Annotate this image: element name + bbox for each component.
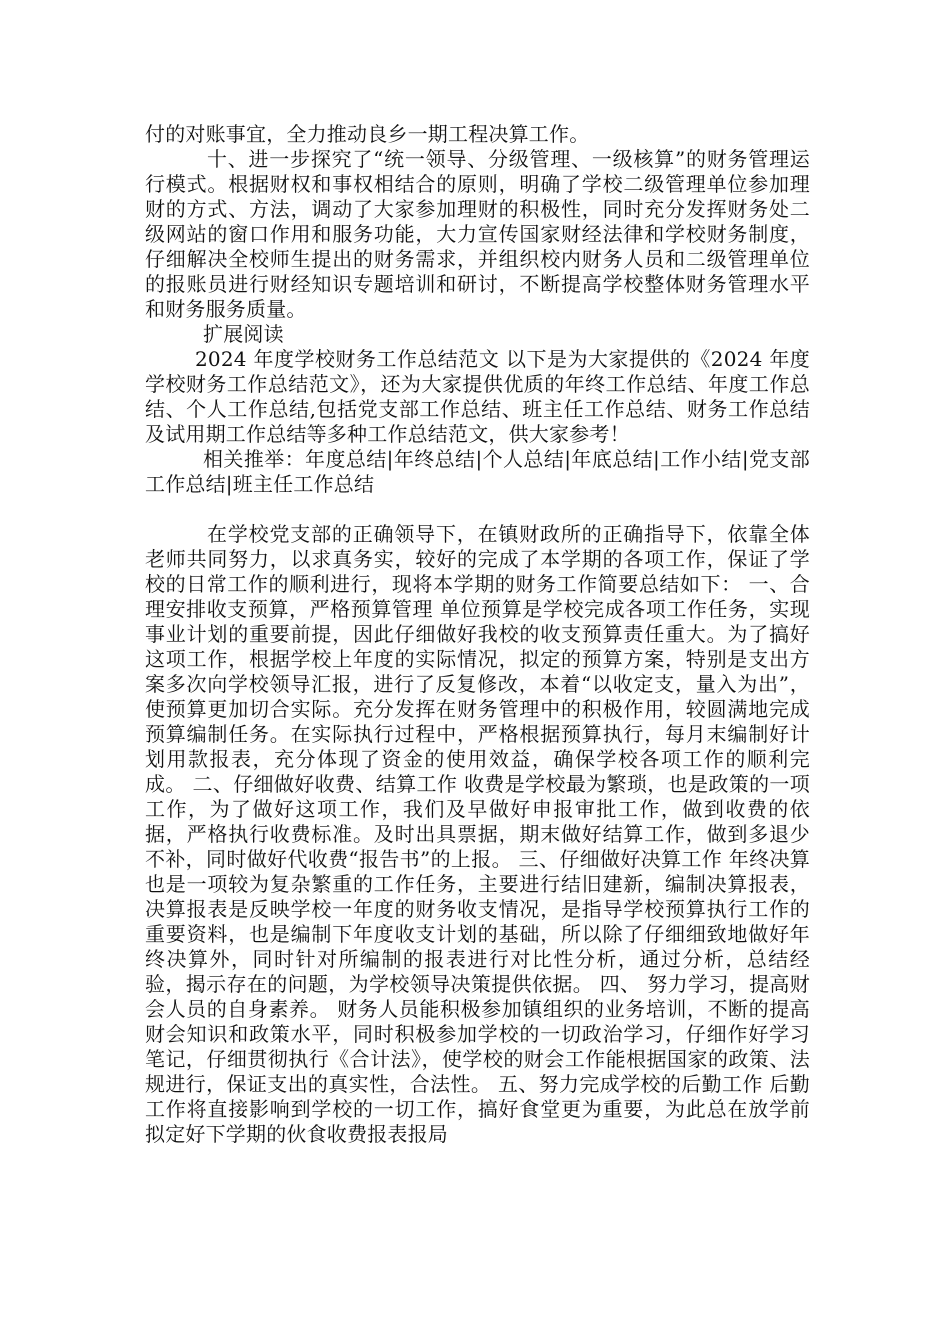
- paragraph-continuation: 付的对账事宜，全力推动良乡一期工程决算工作。: [145, 122, 590, 146]
- extended-reading-heading: 扩展阅读: [203, 322, 284, 346]
- paragraph-main-summary: 在学校党支部的正确领导下，在镇财政所的正确指导下，依靠全体老师共同努力，以求真务实，较好的完成了本学期的各项工作，保证了学校的日常工作的顺利进行，现将本学期的财务工作简要总结如下： 一、合理安排收支预算，严格预算管理 单位预算是学校完成各项工作任务，实现事业计划的重要前提，因此仔细做好我校的收支预算责任重大。为了搞好这项工作，根据学校上年度的实际情况，拟定的预算方案，特别是支出方案多次向学校领导汇报，进行了反复修改，本着“以收定支，量入为出”，使预算更加切合实际。充分发挥在财务管理中的积极作用，较圆满地完成预算编制任务。在实际执行过程中，严格根据预算执行，每月末编制好计划用款报表，充分体现了资金的使用效益，确保学校各项工作的顺利完成。 二、仔细做好收费、结算工作 收费是学校最为繁琐，也是政策的一项工作，为了做好这项工作，我们及早做好申报审批工作，做到收费的依据，严格执行收费标准。及时出具票据，期末做好结算工作，做到多退少不补，同时做好代收费“报告书”的上报。 三、仔细做好决算工作 年终决算也是一项较为复杂繁重的工作任务，主要进行结旧建新，编制决算报表，决算报表是反映学校一年度的财务收支情况，是指导学校预算执行工作的重要资料，也是编制下年度收支计划的基础，所以除了仔细细致地做好年终决算外，同时针对所编制的报表进行对比性分析，通过分析，总结经验，揭示存在的问题，为学校领导决策提供依据。 四、 努力学习，提高财会人员的自身素养。 财务人员能积极参加镇组织的业务培训，不断的提高财会知识和政策水平，同时积极参加学校的一切政治学习，仔细作好学习笔记，仔细贯彻执行《合计法》，使学校的财会工作能根据国家的政策、法规进行，保证支出的真实性，合法性。 五、努力完成学校的后勤工作 后勤工作将直接影响到学校的一切工作，搞好食堂更为重要，为此总在放学前拟定好下学期的伙食收费报表报局: [145, 522, 810, 1146]
- document-page: [145, 122, 810, 1147]
- paragraph-section-ten: 十、进一步探究了“统一领导、分级管理、一级核算”的财务管理运行模式。根据财权和事权相结合的原则，明确了学校二级管理单位参加理财的方式、方法，调动了大家参加理财的积极性，同时充分发挥财务处二级网站的窗口作用和服务功能，大力宣传国家财经法律和学校财务制度，仔细解决全校师生提出的财务需求，并组织校内财务人员和二级管理单位的报账员进行财经知识专题培训和研讨，不断提高学校整体财务管理水平和财务服务质量。: [145, 147, 810, 321]
- paragraph-recommend: 相关推举：年度总结|年终总结|个人总结|年底总结|工作小结|党支部工作总结|班主任工作总结: [145, 447, 810, 496]
- paragraph-2024-intro: 2024 年度学校财务工作总结范文 以下是为大家提供的《2024 年度学校财务工作总结范文》，还为大家提供优质的年终工作总结、年度工作总结、个人工作总结,包括党支部工作总结、班主任工作总结、财务工作总结及试用期工作总结等多种工作总结范文，供大家参考！: [145, 347, 810, 446]
- blank-line: [145, 497, 810, 522]
